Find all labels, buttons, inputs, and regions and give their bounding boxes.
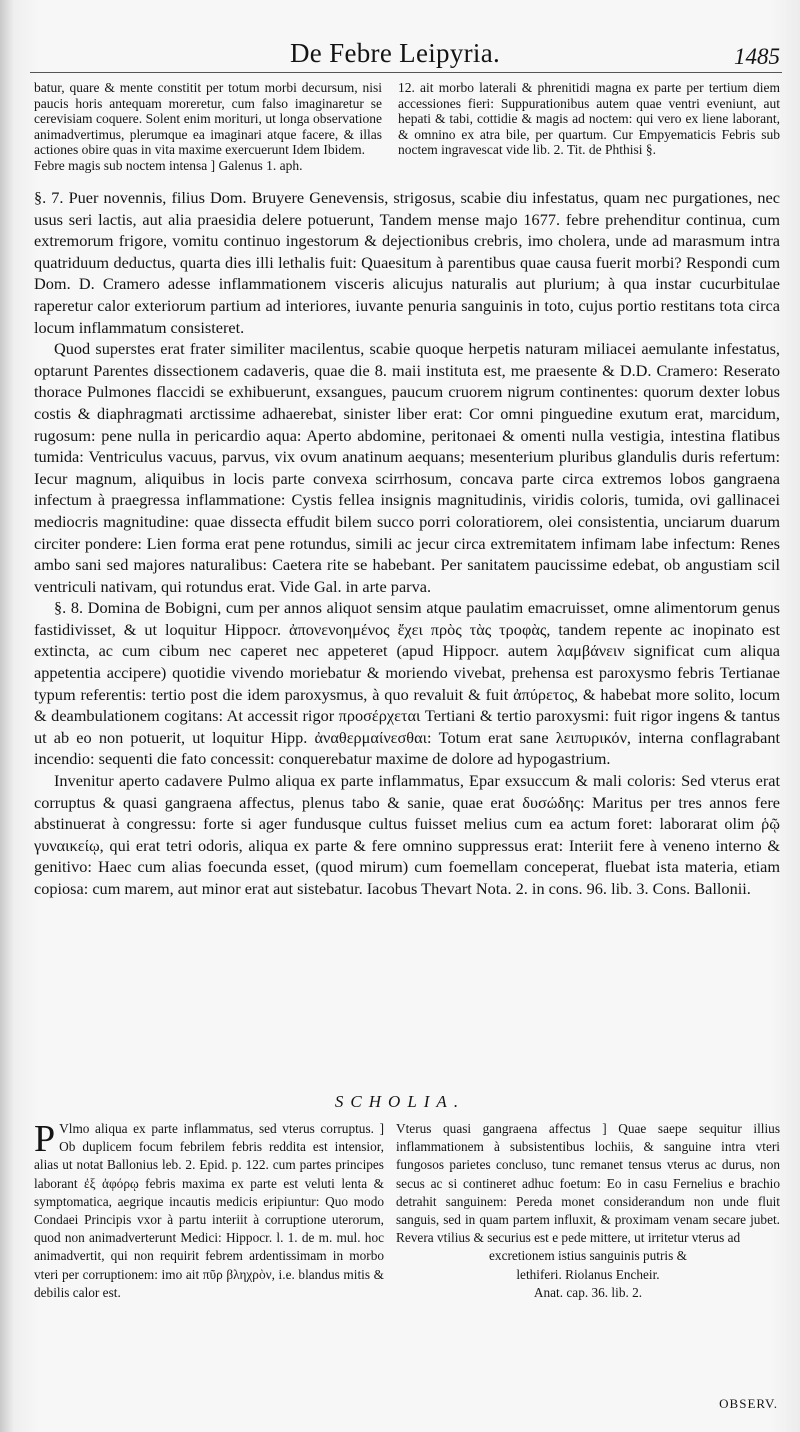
main-text xyxy=(34,187,780,900)
drop-capital: P xyxy=(34,1118,56,1160)
dissection-paragraph: Quod superstes erat frater similiter macilentus, scabie quoque herpetis naturam miliacei aemulante infestatus, optarunt Parentes dissectionem cadaveris, quae die 8. maii instituta est, me praesente & D.D. Cramero: Reserato thorace Pulmones flaccidi se exhibuerunt, exsangues, paucum cruorem nigrum continentes: quorum dexter lobus costis & diaphragmati arctissime adhaerebat, sinister liber erat: Cor omni pinguedine exutum erat, marcidum, rugosum: pene nulla in pericardio aqua: Aperto abdomine, peritonaei & omenti nulla vestigia, intestina flatibus tumida: Ventriculus vacuus, parvus, vix ovum anatinum aequans; mesenterium pluribus glandulis duris refertum: Iecur magnum, aliquibus in locis parte convexa scirrhosum, concava parte circa extremos lobos gangraena infectum à praegressa inflammatione: Cystis fellea insignis magnitudinis, viridis coloris, tumida, ovi gallinacei mediocris magnitudine: quae dissecta effudit bilem succo porri coloratiorem, olei consistentia, unciarum duarum circiter pondere: Lien forma erat pene rotundus, simili ac jecur circa extremitatem infimam labe infectum: Renes ambo sani sed majores naturalibus: Caetera rite se habebant. Per sanitatem paucissime edebat, ob angustiam scil ventriculi nativam, qui rotundus erat. Vide Gal. in arte parva. xyxy=(34,339,780,596)
paragraph: Febre magis sub noctem intensa ] Galenus 1. aph. xyxy=(34,157,303,173)
continued-text-left xyxy=(34,80,382,174)
autopsy-paragraph: Invenitur aperto cadavere Pulmo aliqua ex parte inflammatus, Epar exsuccum & mali coloris: Sed vterus erat corruptus & quasi gangraena affectus, plenus tabo & sanie, quae erat δυσώδης: Maritus per tres annos fere abstinuerat à congressu: forte si ager fundusque cultus fuisset melius cum ea actum foret: laborarat olim ῥῷ γυναικείῳ, qui erat tetri odoris, aliqua ex parte & fere omnino suppressus erat: Interiit fere à veneno interno & genitivo: Haec cum alias foecunda esset, (quod mirum) cum foemellam conceperat, fluebat ista materia, etiam copiosa: cum marem, aut minor erat aut sistebatur. Iacobus Thevart Nota. 2. in cons. 96. lib. 3. Cons. Ballonii. xyxy=(34,771,780,898)
section-8-paragraph: §. 8. Domina de Bobigni, cum per annos aliquot sensim atque paulatim emacruisset, omne alimentorum genus fastidivisset, & ut loquitur Hippocr. ἀπονενοημένος ἔχει πρὸς τὰς τροφὰς, tandem repente ac inopinato est extincta, ac cum cibum nec caperet nec appeteret (apud Hippocr. autem λαμβάνειν significat cum aliqua appetentia accipere) quotidie vivendo moriebatur & moriendo vivebat, prehensa est paroxysmo febris Tertianae typum referentis: tertio post die idem paroxysmus, à quo revaluit & fuit ἀπύρετος, & habebat more solito, locum & deambulationem cogitans: At accessit rigor προσέρχεται Tertiani & tertio paroxysmi: fuit rigor ingens & tantus ut ab eo non potuerit, ut loquitur Hipp. ἀναθερμαίνεσθαι: Totum erat sane λειπυρικόν, interna conflagrabant incendio: sequenti die fato concessit: conquerebatur maxime de dolore ad hypogastrium. xyxy=(34,598,780,769)
scholia-right-column xyxy=(396,1120,780,1302)
scholia-note-line: Anat. cap. 36. lib. 2. xyxy=(533,1284,643,1300)
header-rule xyxy=(30,72,782,73)
scholia-note-line: excretionem istius sanguinis putris & xyxy=(489,1248,687,1264)
paragraph: 12. ait morbo laterali & phrenitidi magna ex parte per tertium diem accessiones fieri: Suppurationibus autem quae ventri eveniunt, aut hepati & tabi, cottidie & magis ad noctem: qui vero ex liene laborant, & omnino ex atra bile, per quartum. Cur Empyematicis Febris sub noctem ingravescat vide lib. 2. Tit. de Phthisi §. xyxy=(398,80,780,158)
continued-text-right xyxy=(398,80,780,158)
scholia-note: Vterus quasi gangraena affectus ] Quae saepe sequitur illius inflammationem à subsistentibus lochiis, & sanguine intra vteri fungosos parietes concluso, tunc remanet tensus vterus ac durus, non secus ac si contineret adhuc foetum: Eo in casu Fernelius e brachio detrahit sanguinem: Pereda monet considerandum non unde fluit sanguis, sed in quam partem influxit, & proximam venam secare jubet. Revera vtilius & securius est e pede mittere, ut irritetur vterus ad xyxy=(396,1121,780,1246)
catchword: OBSERV. xyxy=(719,1396,778,1411)
running-title: De Febre Leipyria. xyxy=(290,38,501,68)
page-number: 1485 xyxy=(734,44,780,69)
scholia-heading: SCHOLIA. xyxy=(334,1092,466,1111)
scholia-note-line: lethiferi. Riolanus Encheir. xyxy=(516,1266,660,1282)
paragraph: batur, quare & mente constitit per totum morbi decursum, nisi paucis horis antequam moreretur, cum falso imaginaretur se cerevisiam coquere. Solent enim morituri, ut longa observatione animadvertimus, plerumque ea imaginari atque facere, & illas actiones obire quas in vita maxime exercuerunt Idem Ibidem. xyxy=(34,80,382,158)
scholia-left-column xyxy=(34,1120,384,1302)
section-7-paragraph: §. 7. Puer novennis, filius Dom. Bruyere Genevensis, strigosus, scabie diu infestatus, quam nec purgationes, nec usus seri lactis, aut alia praesidia delere potuerunt, Tandem mense majo 1677. febre prehenditur continua, cum extremorum frigore, vomitu continuo ingestorum & dejectionibus crebris, imo cholera, unde ad marasmum intra quatriduum deductus, quarta dies illi lethalis fuit: Quaesitum à parentibus quae causa fuerit morbi? Respondi cum Dom. D. Cramero adesse inflammationem visceris alicujus naturalis aut plurium; à qua instar cucurbitulae raperetur calor exteriorum partium ad interiores, iuvante penuria sanguinis in toto, cujus portio restitans tota circa locum inflammatum consisteret. xyxy=(34,188,780,337)
scholia-note: Vlmo aliqua ex parte inflammatus, sed vterus corruptus. ] Ob duplicem focum febrilem febris reddita est intensior, alias ut notat Ballonius leb. 2. Epid. p. 122. cum partes principes laborant ἐξ ἀφόρῳ febris maxima ex parte est veluti lenta & symptomatica, aegrique incautis medicis eripiuntur: Quo modo Condaei Principis vxor à partu interiit à corruptione uterorum, quod non animadverterunt Medici: Hippocr. l. 1. de m. mul. hoc animadvertit, qui non requirit febrem ardentissimam in morbo vteri per corruptionem: imo ait πῦρ βληχρὸν, i.e. blandus mitis & debilis calor est. xyxy=(34,1121,384,1300)
